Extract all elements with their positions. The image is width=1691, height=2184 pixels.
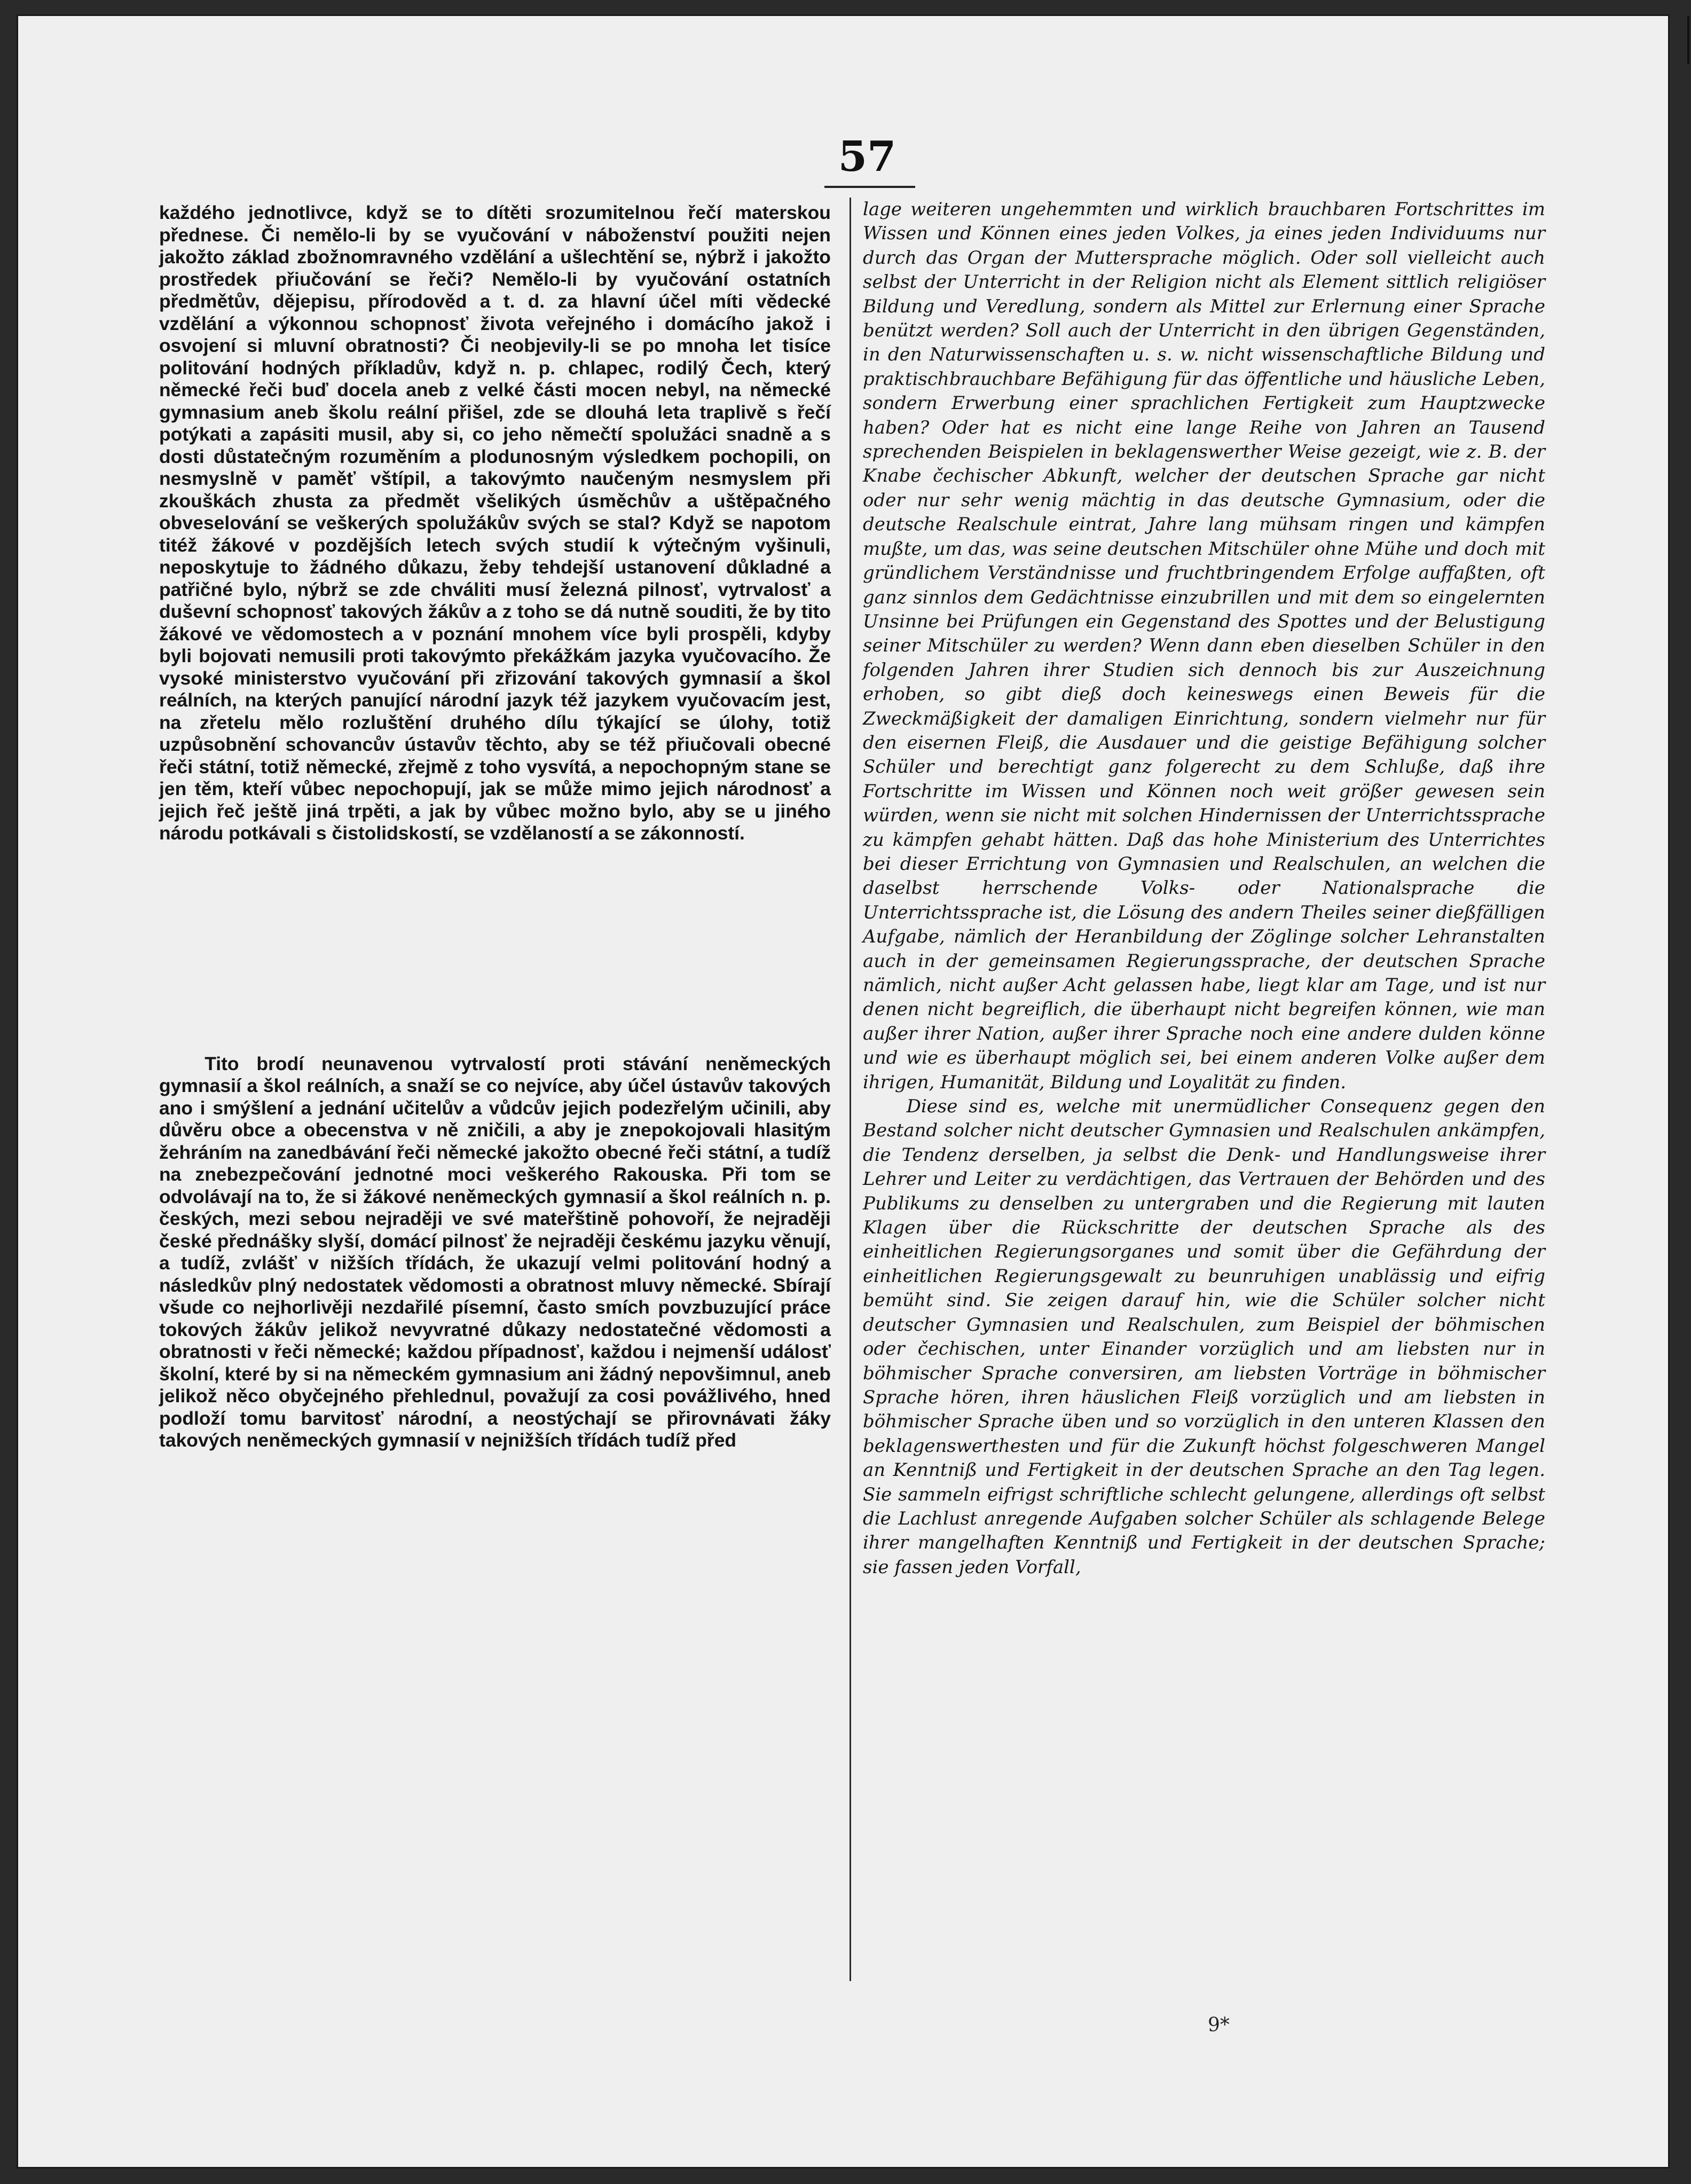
- czech-paragraph-2: Tito brodí neunavenou vytrvalostí proti stávání neněmeckých gymnasií a škol reálních, a snaží se co nejvíce, aby účel ústavův takových ano i smýšlení a jednání učitelův a vůdcův jejich podezřelým učinili, aby důvěru obce a obecenstva v ně zničili, a aby je znepokojovali hlasitým žehráním na zanedbávání řeči německé jakožto obecné řeči státní, a tudíž na znebezpečování jednotné moci veškerého Rakouska. Při tom se odvolávají na to, že si žákové neněmeckých gymnasií a škol reálních n. p. českých, mezi sebou nejraději ve své mateřštině pohovoří, že nejraději české přednášky slyší, domácí pilnosť že nejraději českému jazyku věnují, a tudíž, zvlášť v nižších třídách, že ukazují velmi politování hodný a následkův plný nedostatek vědomosti a obratnost mluvy německé. Sbírají všude co nejhorlivěji nezdařilé písemní, často smích povzbuzující práce tokových žákův jelikož nevyvratné důkazy nedostatečné vědomosti a obratnosti v řeči německé; každou případnosť, každou i nejmenší událosť školní, které by si na německém gymnasium ani žádný nepovšimnul, aneb jelikož něco obyčejného přehlednul, považují za cosi povážlivého, hned podloží tomu barvitosť národní, a neostýchají se přirovnávati žáky takových neněmeckých gymnasií v nejnižších třídách tudíž před: [159, 1052, 831, 1451]
- binding-edge-mark: [1687, 16, 1689, 64]
- column-divider: [850, 198, 851, 1981]
- page-number-rule: [824, 186, 915, 188]
- german-paragraph-1: lage weiteren ungehemmten und wirklich brauchbaren Fortschrittes im Wissen und Können eines jeden Volkes, ja eines jeden Individuums nur durch das Organ der Muttersprache möglich. Oder soll vielleicht auch selbst der Unterricht in der Religion nicht als Element sittlich religiöser Bildung und Veredlung, sondern als Mittel zur Erlernung einer Sprache benützt werden? Soll auch der Unterricht in den übrigen Gegenständen, in den Naturwissenschaften u. s. w. nicht wissenschaftliche Bildung und praktischbrauchbare Befähigung für das öffentliche und häusliche Leben, sondern Erwerbung einer sprachlichen Fertigkeit zum Hauptzwecke haben? Oder hat es nicht eine lange Reihe von Jahren an Tausend sprechenden Beispielen in beklagenswerther Weise gezeigt, wie z. B. der Knabe čechischer Abkunft, welcher der deutschen Sprache gar nicht oder nur sehr wenig mächtig in das deutsche Gymnasium, oder die deutsche Realschule eintrat, Jahre lang mühsam ringen und kämpfen mußte, um das, was seine deutschen Mitschüler ohne Mühe und doch mit gründlichem Verständnisse und fruchtbringendem Erfolge auffaßten, oft ganz sinnlos dem Gedächtnisse einzubrillen und mit dem so eingelernten Unsinne bei Prüfungen ein Gegenstand des Spottes und der Belustigung seiner Mitschüler zu werden? Wenn dann eben dieselben Schüler in den folgenden Jahren ihrer Studien sich dennoch bis zur Auszeichnung erhoben, so gibt dieß doch keineswegs einen Beweis für die Zweckmäßigkeit der damaligen Einrichtung, sondern vielmehr nur für den eisernen Fleiß, die Ausdauer und die geistige Befähigung solcher Schüler und berechtigt ganz folgerecht zu dem Schluße, daß ihre Fortschritte im Wissen und Können noch weit größer gewesen sein würden, wenn sie nicht mit solchen Hindernissen der Unterrichtssprache zu kämpfen gehabt hätten. Daß das hohe Ministerium des Unterrichtes bei dieser Errichtung von Gymnasien und Realschulen, an welchen die daselbst herrschende Volks- oder Nationalsprache die Unterrichtssprache ist, die Lösung des andern Theiles seiner dießfälligen Aufgabe, nämlich der Heranbildung der Zöglinge solcher Lehranstalten auch in der gemeinsamen Regierungssprache, der deutschen Sprache nämlich, nicht außer Acht gelassen habe, liegt klar am Tage, und ist nur denen nicht begreiflich, die überhaupt nicht begreifen können, wie man außer ihrer Nation, außer ihrer Sprache noch eine andere dulden könne und wie es überhaupt möglich sei, bei einem anderen Volke außer dem ihrigen, Humanität, Bildung und Loyalität zu finden.: [863, 199, 1545, 1093]
- german-paragraph-2: Diese sind es, welche mit unermüdlicher Consequenz gegen den Bestand solcher nicht deutscher Gymnasien und Realschulen ankämpfen, die Tendenz derselben, ja selbst die Denk- und Handlungsweise ihrer Lehrer und Leiter zu verdächtigen, das Vertrauen der Behörden und des Publikums zu denselben zu untergraben und die Regierung mit lauten Klagen über die Rückschritte der deutschen Sprache als des einheitlichen Regierungsorganes und somit über die Gefährdung der einheitlichen Regierungsgewalt zu beunruhigen unablässig und eifrig bemüht sind. Sie zeigen darauf hin, wie die Schüler solcher nicht deutscher Gymnasien und Realschulen, zum Beispiel der böhmischen oder čechischen, unter Einander vorzüglich und am liebsten nur in böhmischer Sprache conversiren, am liebsten Vorträge in böhmischer Sprache hören, ihren häuslichen Fleiß vorzüglich und am liebsten in böhmischer Sprache üben und so vorzüglich in den unteren Klassen den beklagenswerthesten und für die Zukunft höchst folgeschweren Mangel an Kenntniß und Fertigkeit in der deutschen Sprache an den Tag legen. Sie sammeln eifrigst schriftliche schlecht gelungene, allerdings oft selbst die Lachlust anregende Aufgaben solcher Schüler als schlagende Belege ihrer mangelhaften Kenntniß und Fertigkeit in der deutschen Sprache; sie fassen jeden Vorfall,: [863, 1096, 1545, 1578]
- signature-mark: 9*: [1208, 2014, 1230, 2036]
- czech-column: [159, 198, 831, 1452]
- german-column: [863, 198, 1545, 1580]
- document-page: [18, 16, 1668, 2167]
- czech-paragraph-1: každého jednotlivce, když se to dítěti srozumitelnou řečí materskou přednese. Či nemělo-li by se vyučování v náboženství použiti nejen jakožto základ zbožnomravného vzdělání a ušlechtění se, nýbrž i jakožto prostředek přiučování se řeči? Nemělo-li by vyučování ostatních předmětův, dějepisu, přírodověd a t. d. za hlavní účel míti vědecké vzdělání a výkonnou schopnosť života veřejného i domácího jakož i osvojení si mluvní obratnosti? Či neobjevily-li se po mnoha let tisíce politování hodných příkladův, když n. p. chlapec, rodilý Čech, který německé řeči buď docela aneb z velké části mocen nebyl, na německé gymnasium aneb školu reální přišel, zde se dlouhá leta traplivě s řečí potýkati a zapásiti musil, aby si, co jeho němečtí spolužáci snadně a s dosti důstatečným rozuměním a plodunosným výsledkem pochopili, on nesmyslně v paměť vštípil, a takovýmto naučeným nesmyslem při zkouškách zhusta za předmět všelikých úsměchův a uštěpačného obveselování se veškerých spolužákův svých se stal? Když se napotom titéž žákové v pozdějších letech svých studií k výtečným vyšinuli, neposkytuje to žádného důkazu, žeby tehdejší ustanovení důkladné a patřičné bylo, nýbrž se zde chváliti musí železná pilnosť, vytrvalosť a duševní schopnosť takových žákův a z toho se dá nutně souditi, že by tito žákové ve vědomostech a v poznání mnohem více byli prospěli, kdyby byli bojovati nemusili proti takovýmto překážkám jazyka vyučovacího. Že vysoké ministerstvo vyučování při zřizování takových gymnasií a škol reálních, na kterých panující národní jazyk též jazykem vyučovacím jest, na zřetelu mělo rozluštění druhého dílu týkající se úlohy, totiž uzpůsobnění schovancův ústavův těchto, aby se též přiučovali obecné řeči státní, totiž německé, zřejmě z toho vysvítá, a nepochopným stane se jen těm, kteří vůbec nepochopují, jak se může mimo jejich národnosť a jejich řeč ještě jiná trpěti, a jak by vůbec možno bylo, aby se u jiného národu potkávali s čistolidskostí, se vzdělaností a se zákonností.: [159, 202, 831, 844]
- page-number: 57: [838, 132, 896, 181]
